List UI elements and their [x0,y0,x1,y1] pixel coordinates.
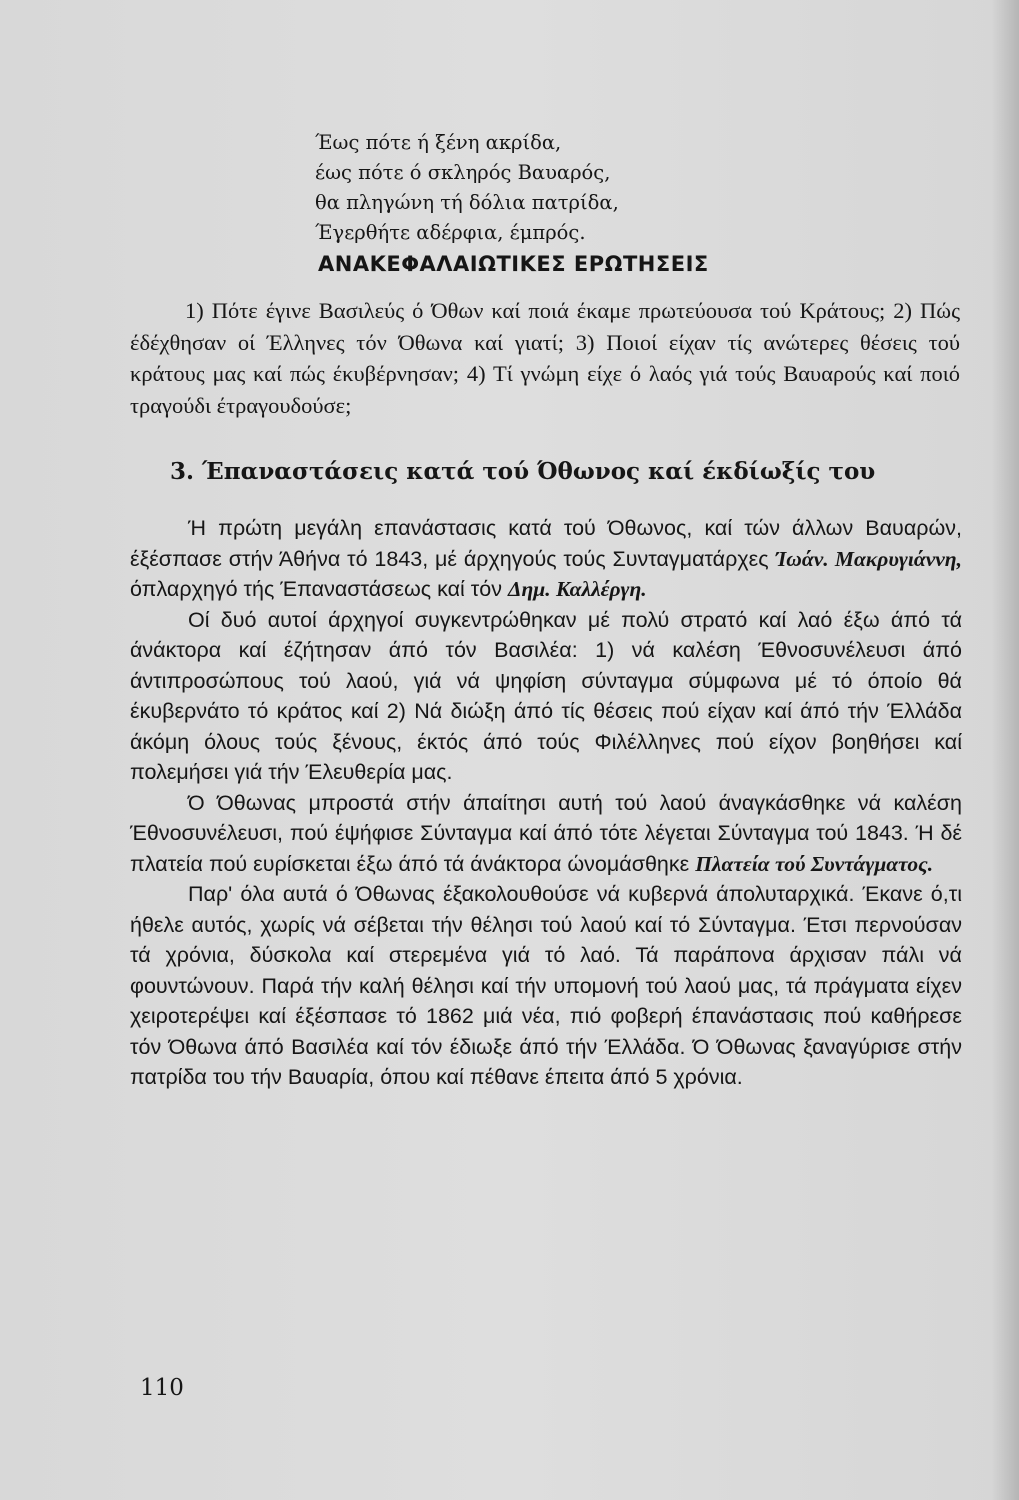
paragraph-text: Ή πρώτη μεγάλη επανάστασις κατά τού Όθωνος, καί τών άλλων Βαυαρών, έξέσπασε στήν Άθήνα τό 1843, μέ άρχηγούς τούς Συνταγματάρχες [130,516,962,571]
person-name: Ίωάν. Μακρυγιάννη, [775,546,962,571]
poem-line: Έγερθήτε αδέρφια, έμπρός. [315,221,586,244]
paragraph-text: Ό Όθωνας μπροστά στήν άπαίτησι αυτή τού λαού άναγκάσθηκε νά καλέση Έθνοσυνέλευσι, πού έψήφισε Σύνταγμα καί άπό τότε λέγεται Σύνταγμα τού 1843. Ή δέ πλατεία πού ευρίσκεται έξω άπό τά άνάκτορα ώνομάσθηκε [130,790,962,876]
paragraph-text: όπλαρχηγό τής Έπαναστάσεως καί τόν [130,577,503,601]
square-name: Πλατεία τού Συντάγματος. [695,851,934,876]
review-questions-text: 1) Πότε έγινε Βασιλεύς ό Όθων καί ποιά έκαμε πρωτεύουσα τού Κράτους; 2) Πώς έδέχθησαν οί Έλληνες τόν Όθωνα καί γιατί; 3) Ποιοί είχαν τίς ανώτερες θέσεις τού κράτους μας καί πώς έκυβέρνησαν; 4) Τί γνώμη είχε ό λαός γιά τούς Βαυαρούς καί ποιό τραγούδι έτραγουδούσε; [130,298,960,418]
paragraph [130,513,962,605]
paragraph: Οί δυό αυτοί άρχηγοί συγκεντρώθηκαν μέ πολύ στρατό καί λαό έξω άπό τά άνάκτορα καί έζήτησαν άπό τόν Βασιλέα: 1) νά καλέση Έθνοσυνέλευσι άπό άντιπροσώπους τού λαού, γιά νά ψηφίση σύνταγμα σύμφωνα μέ τό όποίο θά έκυβερνάτο τό κράτος καί 2) Νά διώξη άπό τίς θέσεις πού είχαν καί άπό τήν Έλλάδα άκόμη όλους τούς ξένους, έκτός άπό τούς Φιλέλληνες πού είχον βοηθήσει καί πολεμήσει γιά τήν Έλευθερία μας. [130,607,962,784]
poem-line: θα πληγώνη τή δόλια πατρίδα, [315,191,619,214]
section-title: 3. Έπαναστάσεις κατά τού Όθωνος καί έκδίωξίς του [170,458,876,485]
section-body [130,513,962,1093]
poem-line: Έως πότε ή ξένη ακρίδα, [315,131,562,154]
paragraph [130,788,962,880]
poem-line: έως πότε ό σκληρός Βαυαρός, [315,161,611,184]
poem-stanza [315,128,735,248]
page-number: 110 [140,1375,184,1401]
review-questions-heading: ΑΝΑΚΕΦΑΛΑΙΩΤΙΚΕΣ ΕΡΩΤΗΣΕΙΣ [318,252,709,276]
paragraph: Παρ' όλα αυτά ό Όθωνας έξακολουθούσε νά κυβερνά άπολυταρχικά. Έκανε ό,τι ήθελε αυτός, χωρίς νά σέβεται τήν θέλησι τού λαού καί τό Σύνταγμα. Έτσι περνούσαν τά χρόνια, δύσκολα καί στερεμένα γιά τό λαό. Τά παράπονα άρχισαν πάλι νά φουντώνουν. Παρά τήν καλή θέλησι καί τήν υπομονή τού λαού μας, τά πράγματα είχεν χειροτερέψει καί έξέσπασε τό 1862 μιά νέα, πιό φοβερή έπανάστασις πού καθήρεσε τόν Όθωνα άπό Βασιλέα καί τόν έδιωξε άπό τήν Έλλάδα. Ό Όθωνας ξαναγύρισε στήν πατρίδα του τήν Βαυαρία, όπου καί πέθανε έπειτα άπό 5 χρόνια. [130,882,962,1089]
person-name: Δημ. Καλλέργη. [508,577,647,601]
page-spine-shadow [991,0,1019,1500]
